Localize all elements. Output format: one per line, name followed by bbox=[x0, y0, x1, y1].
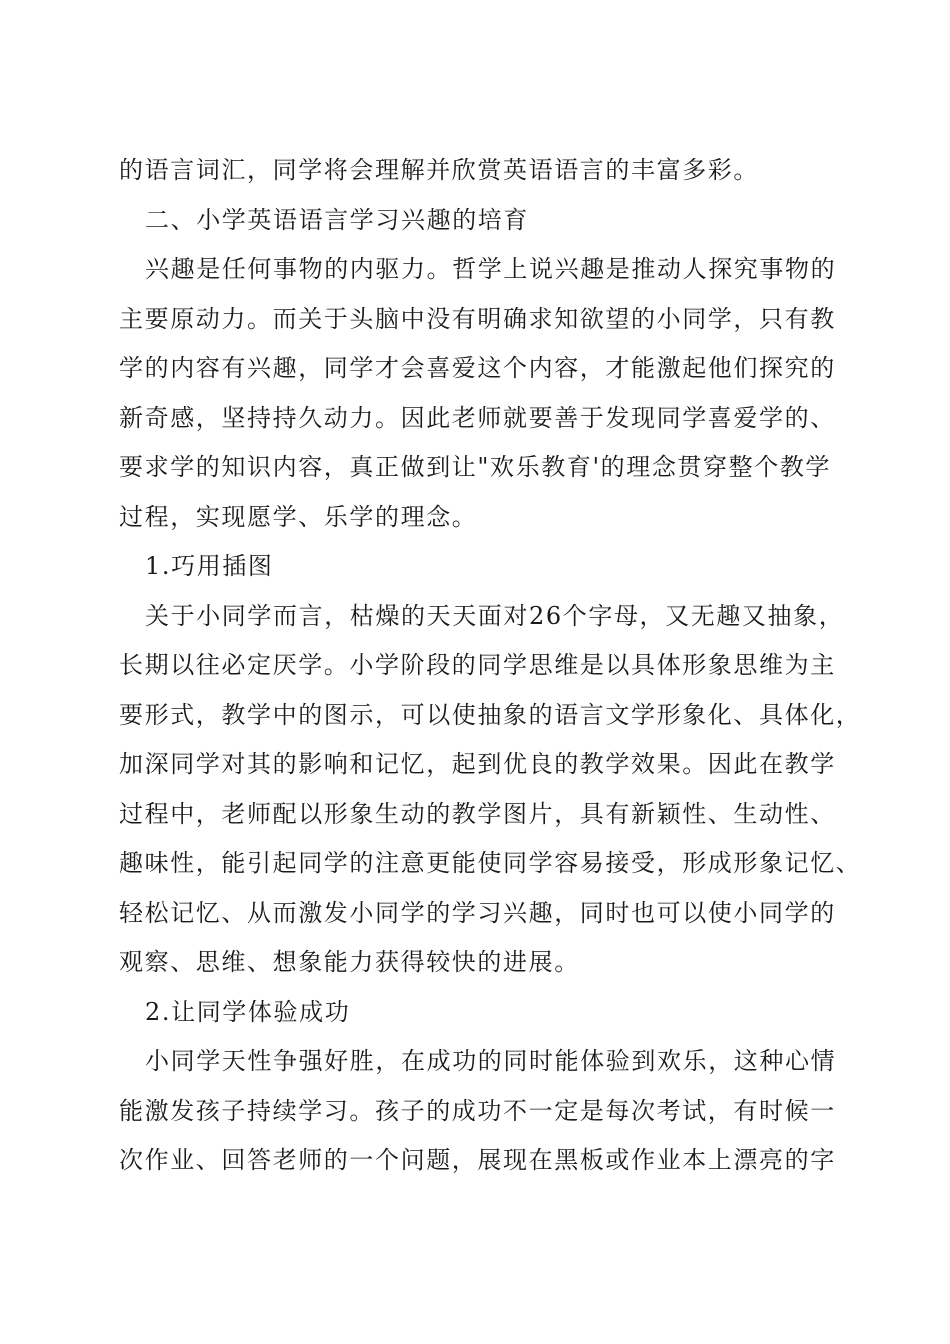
subsection-heading: 1.巧用插图 bbox=[145, 552, 274, 580]
section-heading: 二、小学英语语言学习兴趣的培育 bbox=[145, 205, 529, 234]
text-line: 过程中，老师配以形象生动的教学图片，具有新颖性、生动性、 bbox=[119, 799, 836, 828]
text-line: 趣味性，能引起同学的注意更能使同学容易接受，形成形象记忆、 bbox=[119, 849, 862, 877]
text-line: 要求学的知识内容，真正做到让"欢乐教育'的理念贯穿整个教学 bbox=[119, 453, 832, 481]
text-line: 能激发孩子持续学习。孩子的成功不一定是每次考试，有时候一 bbox=[119, 1096, 836, 1125]
text-line: 新奇感，坚持持久动力。因此老师就要善于发现同学喜爱学的、 bbox=[119, 403, 836, 432]
text-line: 学的内容有兴趣，同学才会喜爱这个内容，才能激起他们探究的 bbox=[119, 354, 836, 382]
text-line: 要形式，教学中的图示，可以使抽象的语言文学形象化、具体化， bbox=[119, 700, 862, 729]
text-line: 小同学天性争强好胜，在成功的同时能体验到欢乐，这种心情 bbox=[145, 1047, 837, 1075]
text-line: 观察、思维、想象能力获得较快的进展。 bbox=[119, 948, 580, 976]
text-line: 加深同学对其的影响和记忆，起到优良的教学效果。因此在教学 bbox=[119, 750, 836, 778]
subsection-heading: 2.让同学体验成功 bbox=[145, 997, 351, 1026]
text-line: 过程，实现愿学、乐学的理念。 bbox=[119, 502, 478, 531]
text-line: 主要原动力。而关于头脑中没有明确求知欲望的小同学，只有教 bbox=[119, 304, 836, 333]
text-line: 关于小同学而言，枯燥的天天面对26个字母，又无趣又抽象， bbox=[145, 601, 845, 630]
text-line: 兴趣是任何事物的内驱力。哲学上说兴趣是推动人探究事物的 bbox=[145, 255, 837, 283]
text-line: 轻松记忆、从而激发小同学的学习兴趣，同时也可以使小同学的 bbox=[119, 898, 836, 927]
text-line: 的语言词汇，同学将会理解并欣赏英语语言的丰富多彩。 bbox=[119, 156, 759, 184]
text-line: 次作业、回答老师的一个问题，展现在黑板或作业本上漂亮的字 bbox=[119, 1146, 836, 1174]
document-body bbox=[119, 146, 862, 1186]
text-line: 长期以往必定厌学。小学阶段的同学思维是以具体形象思维为主 bbox=[119, 651, 836, 679]
